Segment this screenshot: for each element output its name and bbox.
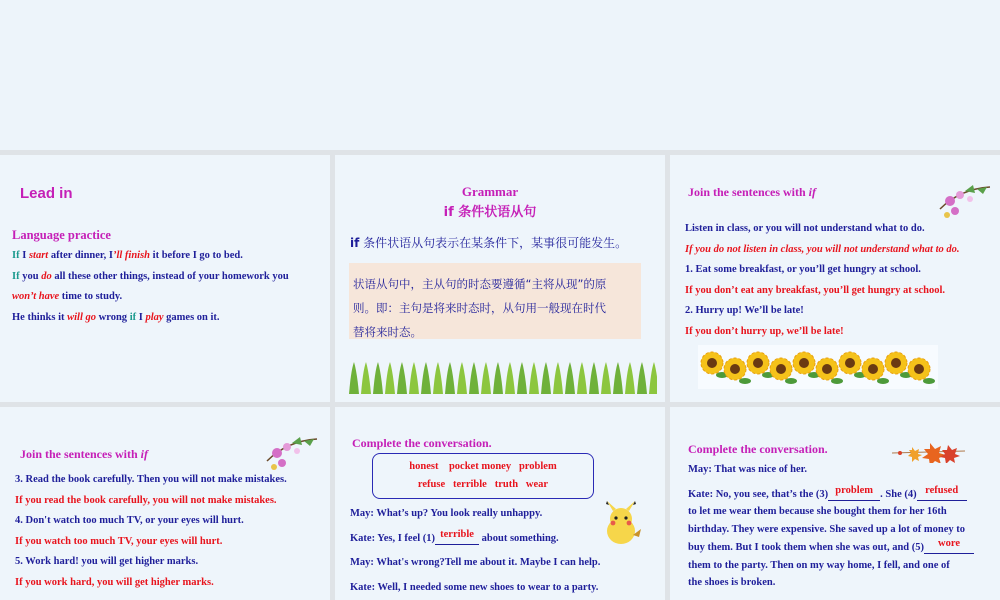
grass-blade — [349, 362, 359, 394]
blank-slide-area — [0, 0, 1000, 150]
sunflower-center — [730, 364, 740, 374]
dialogue-line: Kate: No, you see, that’s the (3) problem . She (4) refused — [688, 489, 967, 501]
slide-title: Join the sentences with if — [688, 185, 817, 199]
grass-blade — [541, 362, 551, 394]
grass-blade — [433, 362, 443, 394]
grass-decoration — [347, 360, 657, 394]
grass-blade — [517, 362, 527, 394]
dialogue-line: them to the party. Then on my way home, I fell, and one of — [688, 560, 950, 571]
grass-blade — [565, 362, 575, 394]
slide-lead-in[interactable] — [0, 155, 330, 402]
sentence-line: If you read the book carefully, you will not make mistakes. — [15, 494, 277, 506]
sunflower-center — [914, 364, 924, 374]
grass-blade — [553, 362, 563, 394]
dialogue-line: May: What's wrong?Tell me about it. Maybe I can help. — [350, 557, 601, 568]
slide-title: Lead in — [20, 185, 73, 202]
sunflower-center — [776, 364, 786, 374]
sentence-line: Listen in class, or you will not understand what to do. — [685, 223, 925, 234]
grass-blade — [385, 362, 395, 394]
dialogue-line: Kate: Well, I needed some new shoes to wear to a party. — [350, 582, 599, 593]
grass-blade — [625, 362, 635, 394]
answer-blank-1[interactable]: terrible — [435, 533, 479, 545]
sentence-line: If you don’t eat any breakfast, you’ll get hungry at school. — [685, 284, 945, 296]
slide-subtitle: Language practice — [12, 228, 111, 242]
grass-blade — [601, 362, 611, 394]
sentence-line: 5. Work hard! you will get higher marks. — [15, 556, 199, 567]
rule-line: 状语从句中，主从句的时态要遵循“主将从现”的原 — [353, 277, 607, 291]
sunflower-decoration — [698, 345, 938, 389]
grass-blade — [649, 362, 657, 394]
grass-blade — [361, 362, 371, 394]
grass-blade — [613, 362, 623, 394]
slide-title: Complete the conversation. — [688, 442, 828, 456]
grammar-intro: if 条件状语从句表示在某条件下，某事很可能发生。 — [350, 236, 628, 250]
word-bank-row: refuse terrible truth wear — [417, 479, 549, 490]
word-bank-box — [372, 453, 594, 499]
flower-vine-icon — [935, 179, 995, 221]
sentence-line: If you watch too much TV, your eyes will hurt. — [15, 535, 223, 547]
dialogue-line: to let me wear them because she bought them for her 16th — [688, 506, 947, 517]
grammar-rule-box — [349, 263, 641, 339]
sunflower-center — [799, 358, 809, 368]
grass-blade — [589, 362, 599, 394]
answer-blank-3[interactable]: problem — [828, 489, 880, 501]
grass-blade — [445, 362, 455, 394]
grass-blade — [421, 362, 431, 394]
answer-blank-5[interactable]: wore — [924, 542, 974, 554]
grass-blade — [577, 362, 587, 394]
grass-blade — [397, 362, 407, 394]
slide-join-sentences-1[interactable] — [670, 155, 1000, 402]
grass-blade — [373, 362, 383, 394]
grass-blade — [529, 362, 539, 394]
sunflower-center — [891, 358, 901, 368]
grass-blade — [469, 362, 479, 394]
sunflower-center — [868, 364, 878, 374]
example-sentence-2-cont: won’t have time to study. — [12, 291, 123, 302]
sunflower-center — [753, 358, 763, 368]
slide-title: Complete the conversation. — [352, 436, 492, 450]
rule-line: 替将来时态。 — [353, 325, 422, 339]
slide-join-sentences-2[interactable] — [0, 407, 330, 600]
grass-blade — [481, 362, 491, 394]
dialogue-line: birthday. They were expensive. She saved up a lot of money to — [688, 524, 965, 535]
slide-title: Grammar — [461, 184, 519, 199]
slide-subtitle: if 条件状语从句 — [443, 205, 537, 220]
sunflower-center — [845, 358, 855, 368]
dialogue-line: May: What’s up? You look really unhappy. — [350, 508, 543, 519]
grass-blade — [493, 362, 503, 394]
sunflower-center — [707, 358, 717, 368]
slide-grammar[interactable] — [335, 155, 665, 402]
rule-line: 则。即：主句是将来时态时，从句用一般现在时代 — [353, 301, 606, 315]
answer-blank-4[interactable]: refused — [917, 489, 967, 501]
sentence-line: 1. Eat some breakfast, or you’ll get hungry at school. — [685, 264, 921, 275]
grass-blade — [409, 362, 419, 394]
sentence-line: 3. Read the book carefully. Then you will not make mistakes. — [15, 474, 287, 485]
pikachu-image — [597, 501, 645, 547]
dialogue-line: the shoes is broken. — [688, 577, 776, 588]
sentence-line: If you don’t hurry up, we’ll be late! — [685, 325, 844, 337]
dialogue-line: Kate: Yes, I feel (1) terrible about something. — [350, 529, 559, 544]
example-sentence-3: He thinks it will go wrong if I play games on it. — [12, 312, 220, 323]
dialogue-line: buy them. But I took them when she was out, and (5) wore — [688, 542, 974, 554]
sentence-line: If you do not listen in class, you will not understand what to do. — [685, 243, 960, 255]
slide-conversation-2[interactable] — [670, 407, 1000, 600]
grass-blade — [637, 362, 647, 394]
grass-blade — [457, 362, 467, 394]
example-sentence-1: If I start after dinner, I’ll finish it before I go to bed. — [12, 250, 243, 261]
slide-title: Join the sentences with if — [20, 447, 149, 461]
dialogue-line: May: That was nice of her. — [688, 464, 807, 475]
sentence-line: 2. Hurry up! We’ll be late! — [685, 305, 804, 316]
flower-vine-icon — [262, 431, 322, 473]
sentence-line: 4. Don't watch too much TV, or your eyes will hurt. — [15, 515, 244, 526]
slide-conversation-1[interactable] — [335, 407, 665, 600]
autumn-leaves-icon — [890, 439, 970, 463]
sentence-line: If you work hard, you will get higher marks. — [15, 576, 214, 588]
sunflower-center — [822, 364, 832, 374]
word-bank-row: honest pocket money problem — [409, 461, 557, 472]
grass-blade — [505, 362, 515, 394]
example-sentence-2: If you do all these other things, instead of your homework you — [12, 271, 289, 282]
